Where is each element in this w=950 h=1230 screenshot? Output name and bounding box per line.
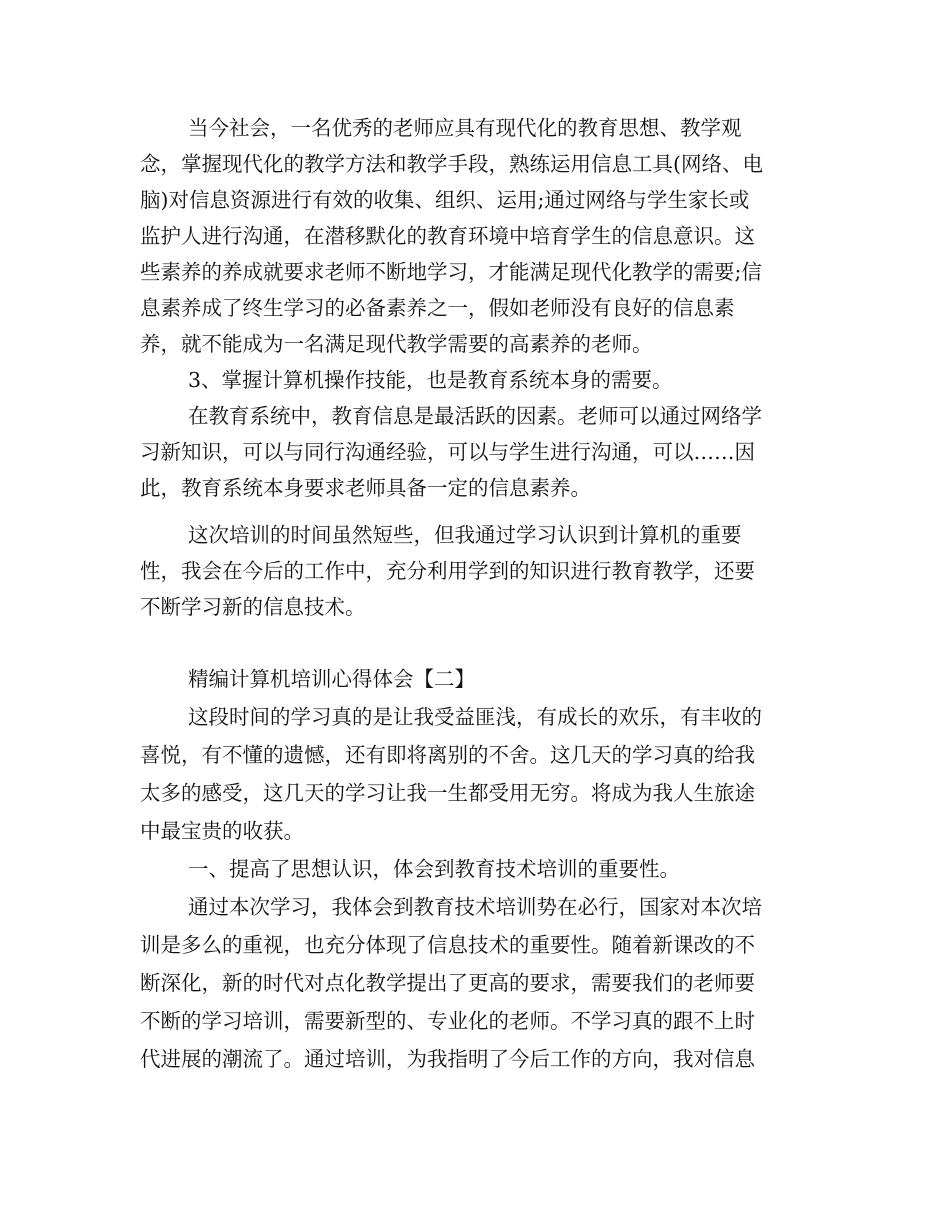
paragraph-line: 中最宝贵的收获。 [140, 819, 304, 843]
paragraph-line: 脑)对信息资源进行有效的收集、组织、运用;通过网络与学生家长或 [140, 188, 750, 212]
paragraph-line: 代进展的潮流了。通过培训，为我指明了今后工作的方向，我对信息 [140, 1047, 755, 1071]
paragraph-line: 训是多么的重视，也充分体现了信息技术的重要性。随着新课改的不 [140, 933, 755, 957]
paragraph-line: 3、掌握计算机操作技能，也是教育系统本身的需要。 [188, 368, 673, 392]
paragraph-line: 这次培训的时间虽然短些，但我通过学习认识到计算机的重要 [188, 523, 742, 547]
paragraph-line: 养，就不能成为一名满足现代教学需要的高素养的老师。 [140, 332, 653, 356]
paragraph-line: 当今社会，一名优秀的老师应具有现代化的教育思想、教学观 [188, 116, 742, 140]
paragraph-line: 念，掌握现代化的教学方法和教学手段，熟练运用信息工具(网络、电 [140, 152, 763, 176]
paragraph-line: 一、提高了思想认识，体会到教育技术培训的重要性。 [188, 857, 680, 881]
paragraph-line: 不断的学习培训，需要新型的、专业化的老师。不学习真的跟不上时 [140, 1009, 755, 1033]
paragraph-line: 通过本次学习，我体会到教育技术培训势在必行，国家对本次培 [188, 895, 762, 919]
paragraph-line: 喜悦，有不懂的遗憾，还有即将离别的不舍。这几天的学习真的给我 [140, 743, 755, 767]
paragraph-line: 性，我会在今后的工作中，充分利用学到的知识进行教育教学，还要 [140, 559, 755, 583]
paragraph-line: 些素养的养成就要求老师不断地学习，才能满足现代化教学的需要;信 [140, 260, 762, 284]
paragraph-line: 太多的感受，这几天的学习让我一生都受用无穷。将成为我人生旅途 [140, 781, 755, 805]
paragraph-line: 监护人进行沟通，在潜移默化的教育环境中培育学生的信息意识。这 [140, 224, 755, 248]
paragraph-line: 此，教育系统本身要求老师具备一定的信息素养。 [140, 476, 591, 500]
paragraph-line: 不断学习新的信息技术。 [140, 595, 366, 619]
section-heading: 精编计算机培训心得体会【二】 [188, 667, 475, 691]
paragraph-line: 习新知识，可以与同行沟通经验，可以与学生进行沟通，可以……因 [140, 440, 755, 464]
paragraph-line: 在教育系统中，教育信息是最活跃的因素。老师可以通过网络学 [188, 404, 762, 428]
paragraph-line: 息素养成了终生学习的必备素养之一，假如老师没有良好的信息素 [140, 296, 735, 320]
paragraph-line: 断深化，新的时代对点化教学提出了更高的要求，需要我们的老师要 [140, 971, 755, 995]
paragraph-line: 这段时间的学习真的是让我受益匪浅，有成长的欢乐，有丰收的 [188, 705, 762, 729]
